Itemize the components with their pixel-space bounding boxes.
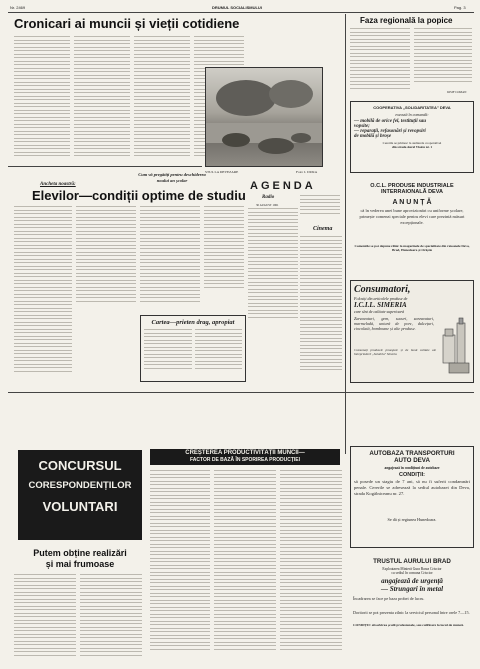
article-col-2 [74, 36, 130, 164]
trust-strung: — Strungari în metal [380, 585, 444, 593]
ancheta-prefix: Cum vă pregătiți pentru deschiderea [138, 172, 206, 177]
ancheta-title: Elevilor—condiții optime de studiu [32, 188, 246, 203]
page-number-right: Pag. 3 [454, 5, 466, 10]
top-rule [8, 12, 474, 13]
autobaza-cond: CONDIȚII: [399, 472, 425, 478]
coop-foot: Cererile se primesc la atelierele cooperativei [382, 141, 442, 145]
crestere-sub: FACTOR DE BAZĂ ÎN SPORIREA PRODUCȚIEI [189, 457, 300, 463]
autobaza-sub: angajează în condițiuni de autobaze [384, 466, 440, 470]
ancheta-label: Ancheta noastră: [40, 182, 76, 187]
lower-rule [8, 392, 474, 393]
coop-title: COOPERATIVA „SOLIDARITATEA" DEVA [373, 105, 451, 110]
ancheta-col-2 [76, 206, 136, 311]
right-divider [345, 14, 346, 454]
trust-sub: Exploatarea Minieră Gura Barza Criscior [382, 567, 442, 571]
concurs-line-3: VOLUNTARI [42, 499, 118, 514]
coop-line-2: vopsite; [354, 124, 370, 129]
consumatori-brand: I.C.I.L. SIMERIA [354, 301, 407, 309]
trust-foot: CONDIȚII: absolvirea școlii profesionale, sau calificare la locul de muncă. [353, 623, 464, 627]
concurs-line-1: CONCURSUL [38, 458, 122, 473]
consumatori-line-2: care sînt de calitate superioară [354, 309, 405, 314]
ocl-anunta: A N U N Ț Ă [392, 199, 432, 206]
consumatori-line-4: Consumați produsele proaspete și de bună calitate ale întreprinderii „Salubria" Simeria [354, 348, 436, 356]
coop-ad [350, 101, 474, 173]
agenda-cinema-col [300, 236, 342, 381]
consumatori-title: Consumatori, [354, 284, 411, 295]
ocl-ad [350, 180, 474, 275]
autobaza-body: să posede un stagiu de 7 ani, să nu fi suferit condamnări penale. Cererile se adresează la sediul autobazei din Deva, strada Kogălniceanu nr. 27. [354, 479, 470, 497]
faza-col-2 [414, 28, 472, 88]
agenda-title: AGENDA [250, 180, 316, 192]
trust-ad [350, 555, 474, 665]
trust-body: Încadrarea se face pe baza probei de lucru. [353, 596, 425, 601]
coop-sub: execută în comandă: [395, 112, 429, 117]
ocl-foot: Comenzile se pot depune zilnic la magazinele de specialitate din raioanele Deva, Brad, Hunedoara și Orăștie [354, 244, 470, 253]
crestere-col-1 [150, 470, 210, 665]
carte-box [140, 315, 246, 382]
photo-illustration [206, 68, 322, 166]
autobaza-ad [350, 446, 474, 548]
masthead: DRUMUL SOCIALISMULUI [212, 5, 262, 10]
agenda-date: 30 AUGUST 1961 [256, 203, 279, 207]
trust-angaj: angajează de urgență [381, 577, 443, 585]
page-number-left: Nr. 2469 [10, 5, 26, 10]
ancheta-col-1 [14, 206, 72, 382]
ocl-title: O.C.L. PRODUSE INDUSTRIALE [370, 183, 454, 189]
autobaza-title-2: AUTO DEVA [394, 457, 430, 464]
ocl-body: că în vederea unei bune aprovizionări cu uniforme școlare, primește comenzi speciale pentru elevi care prezintă măsuri excepționale. [359, 208, 465, 225]
coop-line-3: — reparații, refasonări și revopsiri [354, 129, 426, 134]
autobaza-title: AUTOBAZA TRANSPORTURI [369, 450, 455, 457]
landscape-photo [205, 67, 323, 167]
ancheta-col-4 [204, 206, 244, 296]
jars-illustration [441, 317, 471, 377]
consumatori-ad [350, 280, 474, 383]
ancheta-prefix-2: noului an școlar [156, 178, 188, 183]
crestere-title: CREȘTEREA PRODUCTIVITĂȚII MUNCII— [185, 450, 305, 456]
crestere-col-2 [214, 470, 276, 665]
coop-line-1: — mobilă de orice fel, testituții sau [354, 119, 427, 124]
ocl-title-2: INTERRAIONALĂ DEVA [381, 189, 443, 195]
trust-sub-2: cu sediul în comuna Criscior [391, 571, 433, 575]
photo-caption-left: STUL LA DEVEZARE [205, 170, 239, 174]
article-col-1 [14, 36, 70, 164]
putem-col-2 [80, 574, 142, 664]
section-rule [8, 166, 202, 167]
ancheta-col-3 [140, 206, 200, 311]
faza-signature: IOSIF COMAN [447, 90, 467, 94]
crestere-banner [150, 449, 340, 465]
agenda-side [300, 195, 340, 220]
crestere-col-3 [280, 470, 342, 665]
main-title: Cronicari ai muncii și vieții cotidiene [14, 16, 240, 31]
coop-foot-2: din strada Aurel Vlaicu nr. 1 [391, 145, 433, 149]
article-col-3 [134, 36, 190, 164]
faza-col-1 [350, 28, 410, 96]
putem-title: Putem obține realizări [33, 548, 127, 558]
consumatori-line-1: Folosiți din articolele produse de [354, 296, 408, 301]
putem-title-2: și mai frumoase [45, 559, 115, 569]
coop-line-4: de mobilă și broșe [354, 134, 392, 139]
agenda-cinema: Cinema [313, 226, 333, 232]
putem-col-1 [14, 574, 76, 664]
autobaza-foot: Se dă și regiunea Hunedoara. [387, 517, 437, 522]
faza-title: Faza regională la popice [360, 16, 453, 25]
trust-body-2: Doritorii se pot prezenta zilnic la serviciul personal între orele 7—15. [353, 610, 470, 615]
agenda-radio-col [248, 208, 298, 326]
concurs-line-2: CORESPONDENȚILOR [28, 480, 132, 491]
carte-title: Cartea—prieten drag, apropiat [151, 319, 235, 326]
trust-title: TRUSTUL AURULUI BRAD [373, 558, 451, 565]
concurs-banner [18, 450, 142, 540]
photo-caption-right: Foto: I. DURA [296, 170, 318, 174]
consumatori-line-3: Zarzavaturi, gem, sucuri, zarzavaturi, marmeladă, untură de porc, dulcețuri, ciocolată, bomboane și alte produse. [354, 316, 434, 332]
agenda-radio: Radio [262, 195, 275, 200]
